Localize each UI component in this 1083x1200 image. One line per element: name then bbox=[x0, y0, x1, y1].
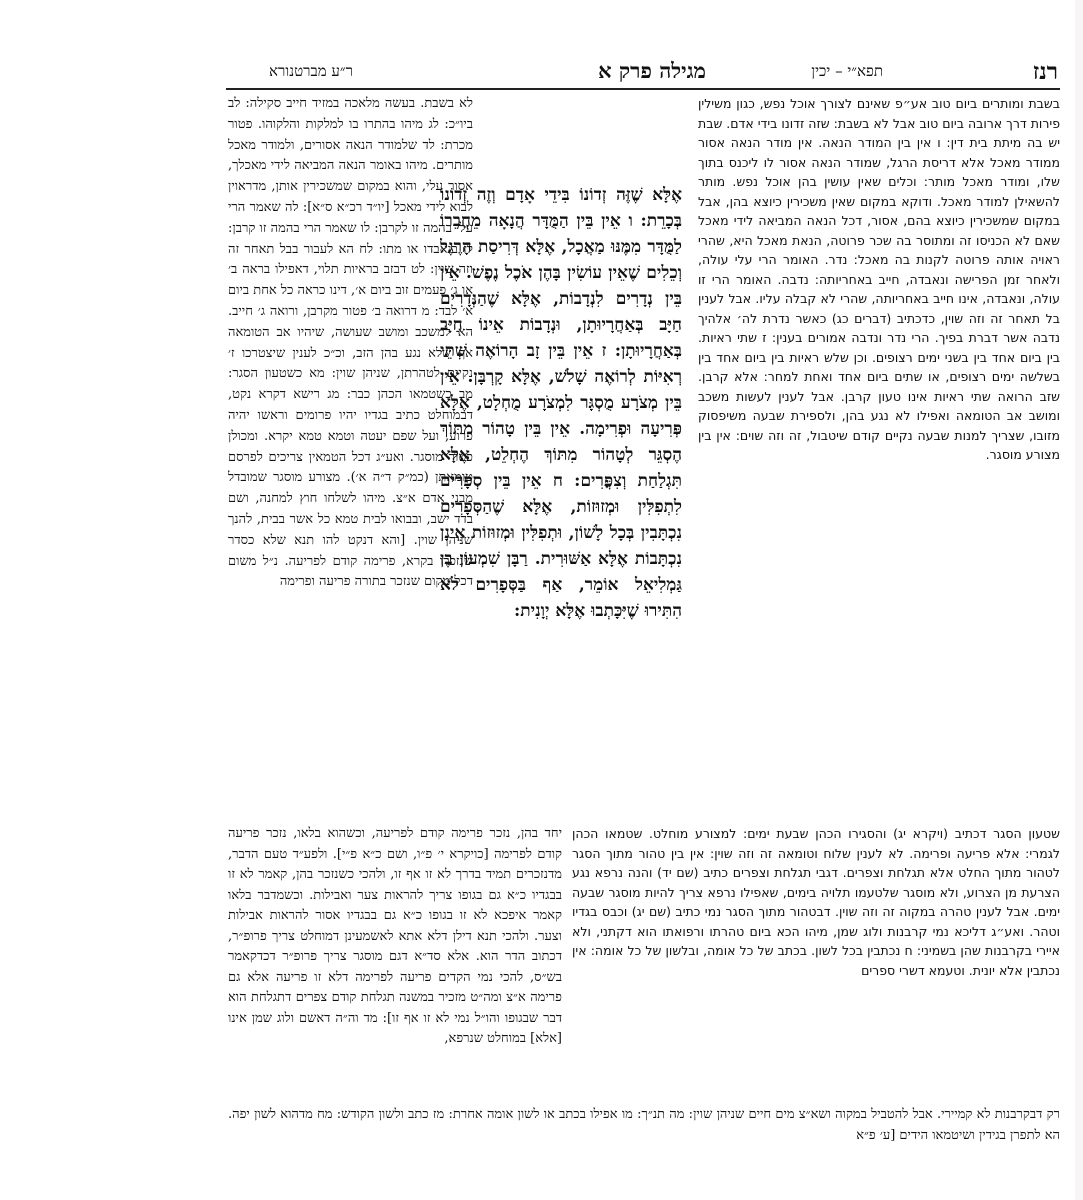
bottom-notes-text: רק דבקרבנות לא קמיירי. אבל להטביל במקוה ושא״צ מים חיים שניהן שוין: מה תנ״ך: מו אפילו בכתב או לשון אומה אחרת: מז כתב ולשון הקודש: מח מדהוא לשון יפה. הא לתפרן בגידין ושיטמאו הידים [ע׳ פ״א bbox=[228, 1107, 1060, 1143]
tiferet-column-upper bbox=[228, 94, 473, 818]
page-header bbox=[228, 58, 1058, 84]
mishna-column bbox=[440, 182, 682, 812]
header-rule bbox=[226, 88, 1060, 90]
tiferet-text-lower: יחד בהן, נזכר פרימה קודם לפריעה, וכשהוא בלאו, נזכר פריעה קודם לפרימה [כויקרא י׳ פ״ו, ושם כ״א פ״י]. ולפע״ד טעם הדבר, מדנזכרים תמיד בדרך לא זו אף זו, ולהכי כשנזכר בהן, קאמר לא זו בבגדיו כ״א גם בגופו צריך להראות צער ואבילות. וכשמדבר בלאו קאמר איפכא לא זו בגופו כ״א גם בבגדיו אסור להראות אבילות וצער. ולהכי תנא דילן דלא אתא לאשמעינן דמוחלט צריך פרופ״ר, דכתוב הדר הוא. אלא סד״א דגם מוסגר צריך פרופ״ר דכדקאמר בש״ס, להכי נמי הקדים פריעה לפרימה דלא זו פריעה אלא גם פרימה א״צ ומה״ט מזכיר במשנה תגלחת קודם צפרים דתגלחת הוא דבר שבגופו והו״ל נמי לא זו אף זו]: מד וה״ה דאשם ולוג שמן אינו [אלא] במוחלט שנרפא, bbox=[228, 826, 562, 1046]
bartenura-text-upper: בשבת ומותרים ביום טוב אע״פ שאינם לצורך אוכל נפש, כגון משילין פירות דרך ארובה ביום טוב אבל לא בשבת: שזה זדונו בידי אדם. שבת יש בה מיתת בית דין: ו אין בין המודר הנאה. אין מודר הנאה אסור ממודר מאכל אלא דריסת הרגל, שמודר הנאה אסור לו ליכנס בתוך שלו, ומודר מאכל מותר: וכלים שאין עושין בהן אוכל נפש. מותר להשאילן למודר מאכל. ודוקא במקום שאין משכירין כיוצא בהן, אבל במקום שמשכירין כיוצא בהם, אסור, דכל הנאה המביאה לידי מאכל שאם לא הכניסו זה ומתוסר בה שכר פרוטה, הנאת מאכל היא, שהרי ראויה אותה פרוטה לקנות בה מאכל: נדר. האומר הרי עלי עולה, ולאחר זמן הפרישה ונאבדה, חייב באחריותה: נדבה. האומר הרי זו עולה, ונאבדה, אינו חייב באחריותה, שהרי לא קבלה עליו. אבל לענין בל תאחר זה וזה שוין, כדכתיב (דברים כג) כאשר נדרת לה׳ אלהיך נדבה אשר דברת בפיך. הרי נדר ונדבה אמורים בענין: ז שתי ראיות. בין ביום אחד בין בשני ימים רצופים. וכן שלש ראיות בין ביום אחד בין בשלשה ימים רצופים, או שתים ביום אחד ואחת למחר: אלא קרבן. שזב הרואה שתי ראיות אינו טעון קרבן. אבל לענין לעשות משכב ומושב אב הטומאה ואפילו לא נגע בהן, ולספירת שבעה משיפסוק מזובו, שצריך למנות שבעה נקיים קודם שיטבול, זה וזה שוים: אין בין מצורע מוסגר. bbox=[698, 96, 1060, 462]
bartenura-header: ר״ע מברטנורא bbox=[269, 62, 353, 80]
page-number: רנז bbox=[1032, 58, 1058, 85]
page-title: מגילה פרק א bbox=[598, 58, 706, 83]
bartenura-column-lower bbox=[572, 824, 1060, 1102]
bartenura-column-upper bbox=[698, 94, 1060, 822]
mishna-text: אֶלָּא שֶׁזֶּה זְדוֹנוֹ בִּידֵי אָדָם וְזֶה זְדוֹנוֹ בְּכָרֵת: ו אֵין בֵּין הַמֻּדָּר הֲנָאָה מֵחֲבֵרוֹ לַמֻּדָּר מִמֶּנּוּ מַאֲכָל, אֶלָּא דְּרִיסַת הָרֶגֶל וְכֵלִים שֶׁאֵין עוֹשִׂין בָּהֶן אֹכֶל נֶפֶשׁ. אֵין בֵּין נְדָרִים לִנְדָבוֹת, אֶלָּא שֶׁהַנְּדָרִים חַיָּב בְּאַחֲרָיוּתָן, וּנְדָבוֹת אֵינוֹ חַיָּב בְּאַחֲרָיוּתָן: ז אֵין בֵּין זָב הָרוֹאֶה שְׁתֵּי רְאִיּוֹת לְרוֹאֶה שָׁלֹשׁ, אֶלָּא קָרְבָּן. אֵין בֵּין מְצֹרָע מֻסְגָּר לִמְצֹרָע מֻחְלָט, אֶלָּא פְּרִיעָה וּפְרִימָה. אֵין בֵּין טָהוֹר מִתּוֹךְ הֶסְגֵּר לְטָהוֹר מִתּוֹךְ הֶחְלֵט, אֶלָּא תִּגְלַחַת וְצִפֳּרִים: ח אֵין בֵּין סְפָרִים לִתְפִלִּין וּמְזוּזוֹת, אֶלָּא שֶׁהַסְּפָרִים נִכְתָּבִין בְּכָל לָשׁוֹן, וּתְפִלִּין וּמְזוּזוֹת אֵינָן נִכְתָּבוֹת אֶלָּא אַשּׁוּרִית. רַבָּן שִׁמְעוֹן בֶּן גַּמְלִיאֵל אוֹמֵר, אַף בַּסְּפָרִים לֹא הִתִּירוּ שֶׁיִּכָּתְבוּ אֶלָּא יְוָנִית: bbox=[440, 185, 682, 621]
bottom-notes bbox=[228, 1104, 1060, 1170]
tiferet-column-lower bbox=[228, 824, 562, 1102]
tiferet-header: תפא״י – יכין bbox=[811, 62, 883, 80]
bartenura-text-lower: שטעון הסגר דכתיב (ויקרא יג) והסגירו הכהן שבעת ימים: למצורע מוחלט. שטמאו הכהן לגמרי: אלא פריעה ופרימה. לא לענין שלוח וטומאה זה וזה שוין: אין בין טהור מתוך הסגר לטהור מתוך החלט אלא תגלחת וצפרים. דגבי תגלחת וצפרים כתיב (שם יד) והנה נרפא נגע הצרעת מן הצרוע, ולא מוסגר שלטעמו תלויה בימים, שאפילו נרפא צריך להיות מוסגר שבעה ימים. אבל לענין טהרה במקוה זה וזה שוין. דבטהור מתוך הסגר נמי כתיב (שם יג) וכבס בגדיו וטהר. ואע״ג דליכא נמי קרבנות ולוג שמן, מיהו הכא ביום טהרתו ורפואתו הוא דקתני, ולא איירי בקרבנות שהן בשמיני: ח נכתבין בכל לשון. בכתב של כל אומה, ובלשון של כל אומה: אין נכתבין אלא יונית. וטעמא דשרי ספרים bbox=[572, 826, 1060, 978]
tiferet-text-upper: לא בשבת. בעשה מלאכה במזיד חייב סקילה: לב ביו״כ: לג מיהו בהתרו בו למלקות והלקוהו. פטור מכרת: לד שלמודר הנאה אסורים, ולמודר מאכל מותרים. מיהו באומר הנאה המביאה לידי מאכלך, אסור עלי, והוא במקום שמשכירין אותן, מדראוין לבוא לידי מאכל [יו״ד רכ״א ס״א]: לה שאמר הרי עלי בהמה זו לקרבן: לו שאמר הרי בהמה זו קרבן: לז בנאבדו או מתו: לח הא לעבור בבל תאחר זה וזה שוין: לט דבזב בראיות תלוי, דאפילו בראה ב׳ או ג׳ פעמים זוב ביום א׳, דינו כראה כל אחת ביום א׳ לבד: מ דרואה ב׳ פטור מקרבן, ורואה ג׳ חייב. הא למשכב ומושב שעושה, שיהיו אב הטומאה אף שלא נגע בהן הזב, וכ״כ לענין שיצטרכו ז׳ נקיים לטהרתן, שניהן שוין: מא כשטעון הסגר: מב כשטמאו הכהן כבר: מג רישא דקרא נקט, דבמוחלט כתיב בגדיו יהיו פרומים וראשו יהיה פרוע, ועל שפם יעטה וטמא טמא יקרא. ומכולן פטור מוסגר. ואע״ג דכל הטמאין צריכים לפרסם טומאתן (כמ״ק ד״ה א׳). מצורע מוסגר שמובדל מבני אדם א״צ. מיהו לשלחו חוץ למחנה, ושם בדד ישב, ובבואו לבית טמא כל אשר בבית, להנך שניהן שוין. [והא דנקט להו תנא שלא כסדר שנזכרו בקרא, פרימה קודם לפריעה. נ״ל משום דכל מקום שנזכר בתורה פריעה ופרימה bbox=[228, 96, 473, 590]
page-edge bbox=[1075, 0, 1083, 1200]
